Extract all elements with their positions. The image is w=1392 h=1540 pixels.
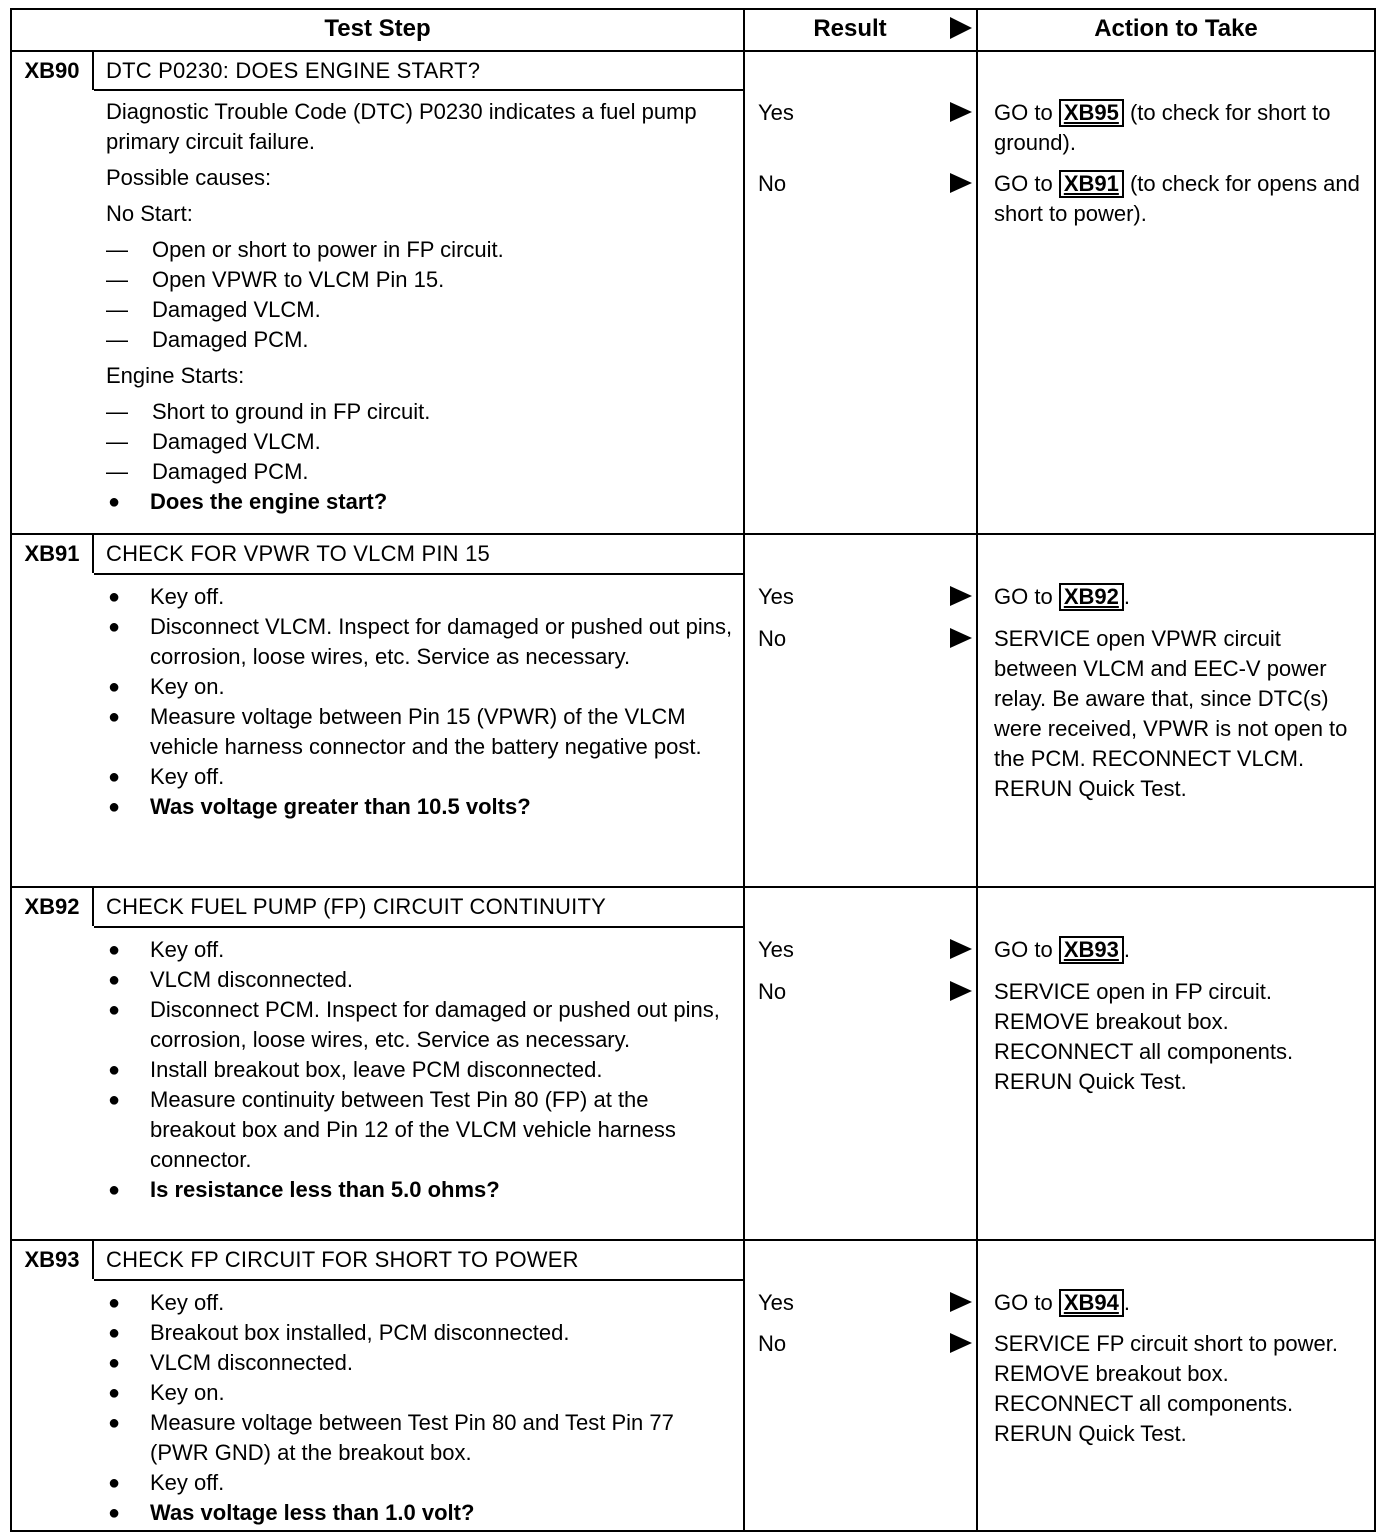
no-start-label: No Start: — [106, 201, 193, 226]
list-item: ● Measure voltage between Test Pin 80 and Test Pin 77 (PWR GND) at the breakout box. — [108, 1410, 674, 1465]
step-title-rule — [94, 573, 744, 575]
list-item: ● Key off. — [108, 1470, 225, 1495]
action-yes: GO to XB92 . — [994, 584, 1130, 609]
step-id: XB93 — [24, 1247, 80, 1272]
column-divider-action — [976, 8, 978, 1532]
list-item: — Damaged VLCM. — [106, 297, 321, 322]
arrow-icon — [950, 628, 972, 648]
list-item: ● Key off. — [108, 1290, 225, 1315]
step-id-separator — [92, 535, 94, 573]
step-id: XB92 — [24, 894, 80, 919]
step-id-separator — [92, 1241, 94, 1279]
list-item: ● Disconnect VLCM. Inspect for damaged or pushed out pins, corrosion, loose wires, etc. Service as necessary. — [108, 614, 733, 669]
list-item: — Open VPWR to VLCM Pin 15. — [106, 267, 445, 292]
result-yes: Yes — [758, 584, 794, 609]
action-no: GO to XB91 (to check for opens and short to power). — [994, 171, 1360, 226]
list-item: — Damaged VLCM. — [106, 429, 321, 454]
list-item: — Damaged PCM. — [106, 327, 309, 352]
list-item: ● Key off. — [108, 764, 225, 789]
step-title: DTC P0230: DOES ENGINE START? — [106, 58, 481, 83]
question: ● Was voltage greater than 10.5 volts? — [108, 794, 531, 819]
action-no: SERVICE FP circuit short to power. REMOVE breakout box. RECONNECT all components. RERUN Quick Test. — [994, 1331, 1338, 1446]
action-yes: GO to XB95 (to check for short to ground). — [994, 100, 1331, 155]
arrow-icon — [950, 1292, 972, 1312]
step-title: CHECK FUEL PUMP (FP) CIRCUIT CONTINUITY — [106, 894, 606, 919]
list-item: ● Key off. — [108, 584, 225, 609]
list-item: ● Breakout box installed, PCM disconnected. — [108, 1320, 570, 1345]
arrow-icon — [950, 102, 972, 122]
list-item: ● Disconnect PCM. Inspect for damaged or pushed out pins, corrosion, loose wires, etc. Service as necessary. — [108, 997, 720, 1052]
result-no: No — [758, 979, 787, 1004]
list-item: ● Key on. — [108, 674, 225, 699]
arrow-icon — [950, 1333, 972, 1353]
engine-starts-label: Engine Starts: — [106, 363, 245, 388]
list-item: — Damaged PCM. — [106, 459, 309, 484]
arrow-icon — [950, 173, 972, 193]
step-body — [106, 935, 736, 1205]
step-reference[interactable]: XB91 — [1059, 170, 1124, 198]
step-title: CHECK FP CIRCUIT FOR SHORT TO POWER — [106, 1247, 579, 1272]
action-no: SERVICE open in FP circuit. REMOVE breakout box. RECONNECT all components. RERUN Quick Test. — [994, 979, 1294, 1094]
step-body — [106, 582, 736, 822]
question: ● Does the engine start? — [108, 489, 388, 514]
action-yes: GO to XB93 . — [994, 937, 1130, 962]
arrow-icon — [950, 939, 972, 959]
list-item: ● Measure voltage between Pin 15 (VPWR) of the VLCM vehicle harness connector and the battery negative post. — [108, 704, 702, 759]
header-test-step: Test Step — [324, 15, 431, 42]
step-id: XB91 — [24, 541, 80, 566]
step-title-rule — [94, 926, 744, 928]
result-yes: Yes — [758, 937, 794, 962]
result-yes: Yes — [758, 1290, 794, 1315]
step-body — [106, 1288, 736, 1528]
action-no: SERVICE open VPWR circuit between VLCM and EEC-V power relay. Be aware that, since DTC(s) were received, VPWR is not open to the PCM. RECONNECT VLCM. RERUN Quick Test. — [994, 626, 1348, 801]
step-title-rule — [94, 89, 744, 91]
result-no: No — [758, 1331, 787, 1356]
header-action: Action to Take — [1094, 15, 1258, 42]
column-divider-result — [743, 8, 745, 1532]
list-item: — Open or short to power in FP circuit. — [106, 237, 504, 262]
arrow-icon — [950, 586, 972, 606]
step-id-separator — [92, 52, 94, 90]
step-id: XB90 — [24, 58, 80, 83]
step-title: CHECK FOR VPWR TO VLCM PIN 15 — [106, 541, 490, 566]
list-item: — Short to ground in FP circuit. — [106, 399, 431, 424]
arrow-icon — [950, 981, 972, 1001]
list-item: ● VLCM disconnected. — [108, 1350, 353, 1375]
list-item: ● VLCM disconnected. — [108, 967, 353, 992]
question: ● Was voltage less than 1.0 volt? — [108, 1500, 475, 1525]
result-no: No — [758, 171, 787, 196]
list-item: ● Measure continuity between Test Pin 80 (FP) at the breakout box and Pin 12 of the VLCM vehicle harness connector. — [108, 1087, 676, 1172]
list-item: ● Install breakout box, leave PCM disconnected. — [108, 1057, 603, 1082]
step-id-separator — [92, 888, 94, 926]
action-yes: GO to XB94 . — [994, 1290, 1130, 1315]
list-item: ● Key off. — [108, 937, 225, 962]
step-reference[interactable]: XB94 — [1059, 1289, 1124, 1317]
step-reference[interactable]: XB95 — [1059, 99, 1124, 127]
step-reference[interactable]: XB93 — [1059, 936, 1124, 964]
possible-causes-label: Possible causes: — [106, 165, 272, 190]
header-arrow-icon — [950, 17, 972, 39]
description: Diagnostic Trouble Code (DTC) P0230 indicates a fuel pump primary circuit failure. — [106, 99, 697, 154]
result-no: No — [758, 626, 787, 651]
header-result: Result — [813, 15, 887, 42]
step-body — [106, 97, 736, 517]
step-title-rule — [94, 1279, 744, 1281]
question: ● Is resistance less than 5.0 ohms? — [108, 1177, 500, 1202]
step-reference[interactable]: XB92 — [1059, 583, 1124, 611]
result-yes: Yes — [758, 100, 794, 125]
list-item: ● Key on. — [108, 1380, 225, 1405]
